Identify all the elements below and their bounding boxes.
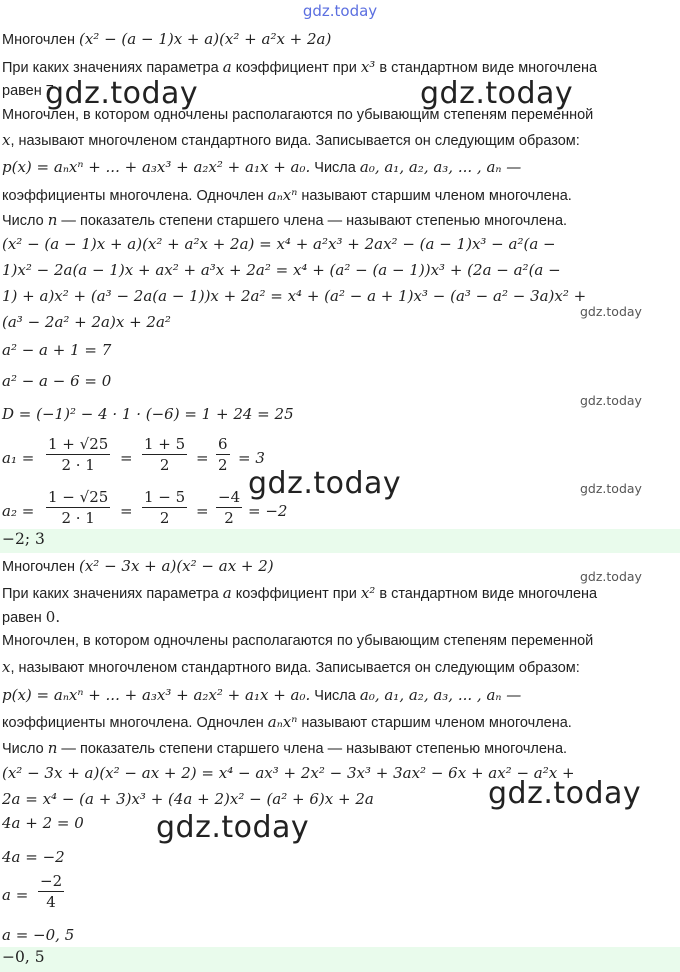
problem1-equation: a² − a + 1 = 7 — [2, 341, 112, 359]
watermark-small: gdz.today — [580, 393, 642, 408]
problem2-expansion: (x² − 3x + a)(x² − ax + 2) = x⁴ − ax³ + 2x² − 3x³ + 3ax² − 6x + ax² − a²x + — [2, 764, 575, 782]
problem2-expansion: 2a = x⁴ − (a + 3)x³ + (4a + 2)x² − (a² + 6)x + 2a — [2, 790, 374, 808]
problem1-question-end: равен 7 — [2, 83, 54, 99]
fraction: $\frac{6}{2}$ — [218, 435, 228, 474]
problem1-expansion: (a³ − 2a² + 2a)x + 2a² — [2, 313, 171, 331]
problem2-question-end: равен 0. — [2, 608, 61, 626]
problem2-theory: коэффициенты многочлена. Одночлен aₙxⁿ называют старшим членом многочлена. — [2, 713, 572, 731]
problem2-question: При каких значениях параметра a коэффициент при x² в стандартном виде многочлена — [2, 584, 598, 602]
problem1-theory: коэффициенты многочлена. Одночлен aₙxⁿ называют старшим членом многочлена. — [2, 186, 572, 204]
equals-sign: = — [196, 502, 209, 520]
fraction: $\frac{1 - 5}{2}$ — [144, 488, 186, 527]
problem1-theory: x, называют многочленом стандартного вида. Записывается он следующим образом: — [2, 131, 580, 149]
watermark-small: gdz.today — [580, 569, 642, 584]
fraction: $\frac{1 + √25}{2 \cdot 1}$ — [48, 435, 109, 474]
root-a2-label: a₂ = — [2, 502, 35, 520]
problem2-title: Многочлен (x² − 3x + a)(x² − ax + 2) — [2, 557, 274, 575]
watermark-big: gdz.today — [248, 466, 402, 501]
root-a1-result: = 3 — [238, 449, 265, 467]
fraction: $\frac{1 + 5}{2}$ — [144, 435, 186, 474]
problem1-answer: −2; 3 — [0, 529, 680, 553]
problem1-expansion: (x² − (a − 1)x + a)(x² + a²x + 2a) = x⁴ + a²x³ + 2ax² − (a − 1)x³ − a²(a − — [2, 235, 556, 253]
watermark-big: gdz.today — [45, 76, 199, 111]
fraction: $\frac{1 - √25}{2 \cdot 1}$ — [48, 488, 109, 527]
problem2-equation: 4a + 2 = 0 — [2, 814, 84, 832]
watermark-top: gdz.today — [302, 2, 378, 20]
watermark-big: gdz.today — [420, 76, 574, 111]
problem1-question: При каких значениях параметра a коэффициент при x³ в стандартном виде многочлена — [2, 58, 598, 76]
watermark-big: gdz.today — [488, 776, 642, 811]
problem2-theory: x, называют многочленом стандартного вида. Записывается он следующим образом: — [2, 658, 580, 676]
equals-sign: = — [120, 502, 133, 520]
problem2-theory-formula: p(x) = aₙxⁿ + ... + a₃x³ + a₂x² + a₁x + a₀. Числа a₀, a₁, a₂, a₃, ... , aₙ — — [2, 686, 522, 704]
problem2-theory: Многочлен, в котором одночлены располагаются по убывающим степеням переменной — [2, 633, 594, 649]
equals-sign: = — [120, 449, 133, 467]
problem1-expansion: 1) + a)x² + (a³ − 2a(a − 1))x + 2a² = x⁴ + (a² − a + 1)x³ − (a³ − a² − 3a)x² + — [2, 287, 587, 305]
problem2-equation: 4a = −2 — [2, 848, 65, 866]
equals-sign: = — [196, 449, 209, 467]
problem1-theory-formula: p(x) = aₙxⁿ + ... + a₃x³ + a₂x² + a₁x + a₀. Числа a₀, a₁, a₂, a₃, ... , aₙ — — [2, 158, 522, 176]
fraction: $\frac{-4}{2}$ — [218, 488, 241, 527]
problem1-theory: Многочлен, в котором одночлены располагаются по убывающим степеням переменной — [2, 107, 594, 123]
fraction: $\frac{-2}{4}$ — [40, 872, 63, 911]
watermark-small: gdz.today — [580, 481, 642, 496]
root-a2-result: = −2 — [248, 502, 288, 520]
problem1-theory: Число n — показатель степени старшего члена — называют степенью многочлена. — [2, 211, 568, 229]
problem1-discriminant: D = (−1)² − 4 · 1 · (−6) = 1 + 24 = 25 — [2, 405, 294, 423]
problem2-answer: −0, 5 — [0, 947, 680, 972]
problem1-expansion: 1)x² − 2a(a − 1)x + ax² + a³x + 2a² = x⁴ + (a² − (a − 1))x³ + (2a − a²(a − — [2, 261, 561, 279]
watermark-small: gdz.today — [580, 304, 642, 319]
root-a1-label: a₁ = — [2, 449, 35, 467]
problem1-title: Многочлен (x² − (a − 1)x + a)(x² + a²x + 2a) — [2, 30, 332, 48]
problem2-theory: Число n — показатель степени старшего члена — называют степенью многочлена. — [2, 739, 568, 757]
problem2-equation-label: a = — [2, 886, 29, 904]
problem1-equation: a² − a − 6 = 0 — [2, 372, 112, 390]
problem2-equation: a = −0, 5 — [2, 926, 75, 944]
watermark-big: gdz.today — [156, 810, 310, 845]
